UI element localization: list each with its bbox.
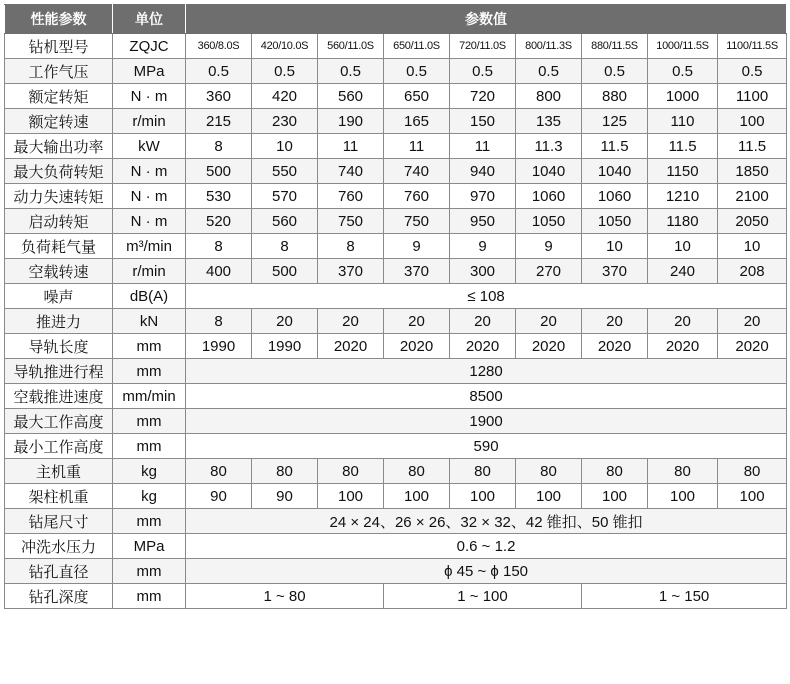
value-cell: 9	[516, 234, 582, 259]
value-cell: 1050	[582, 209, 648, 234]
param-name: 最大负荷转矩	[5, 159, 113, 184]
value-cell: 8	[252, 234, 318, 259]
value-cell: 100	[718, 484, 787, 509]
value-cell: 10	[252, 134, 318, 159]
value-cell: 240	[648, 259, 718, 284]
value-cell: 80	[186, 459, 252, 484]
value-cell: 560	[252, 209, 318, 234]
table-row	[5, 484, 787, 509]
param-name: 最大输出功率	[5, 134, 113, 159]
value-cell: 560	[318, 84, 384, 109]
param-name: 钻孔深度	[5, 584, 113, 609]
table-row	[5, 534, 787, 559]
value-cell: 1060	[582, 184, 648, 209]
param-name: 启动转矩	[5, 209, 113, 234]
value-cell: 80	[252, 459, 318, 484]
value-cell: 300	[450, 259, 516, 284]
param-unit: kg	[113, 484, 186, 509]
value-cell: 1990	[186, 334, 252, 359]
param-unit: ZQJC	[113, 34, 186, 59]
value-cell: 370	[582, 259, 648, 284]
value-cell: 750	[384, 209, 450, 234]
value-cell: 0.5	[648, 59, 718, 84]
param-name: 负荷耗气量	[5, 234, 113, 259]
value-cell: 190	[318, 109, 384, 134]
table-row	[5, 134, 787, 159]
value-cell: 20	[718, 309, 787, 334]
value-cell: 11.3	[516, 134, 582, 159]
value-cell: 20	[252, 309, 318, 334]
value-cell: 80	[648, 459, 718, 484]
spec-body	[5, 34, 787, 609]
value-cell: 208	[718, 259, 787, 284]
param-name: 额定转速	[5, 109, 113, 134]
param-name: 钻尾尺寸	[5, 509, 113, 534]
param-name: 空载转速	[5, 259, 113, 284]
value-cell: 8	[318, 234, 384, 259]
value-cell: 10	[718, 234, 787, 259]
value-cell: 500	[252, 259, 318, 284]
param-name: 钻机型号	[5, 34, 113, 59]
value-cell: 8	[186, 134, 252, 159]
value-cell: 10	[582, 234, 648, 259]
value-cell: 1050	[516, 209, 582, 234]
merged-value-cell: 0.6 ~ 1.2	[186, 534, 787, 559]
param-name: 空载推进速度	[5, 384, 113, 409]
param-name: 钻孔直径	[5, 559, 113, 584]
spec-table	[4, 4, 787, 609]
param-unit: MPa	[113, 59, 186, 84]
value-cell: 100	[516, 484, 582, 509]
value-cell: 2020	[384, 334, 450, 359]
table-row	[5, 209, 787, 234]
group-value-cell: 1 ~ 100	[384, 584, 582, 609]
param-name: 推进力	[5, 309, 113, 334]
value-cell: 100	[582, 484, 648, 509]
merged-value-cell: 590	[186, 434, 787, 459]
param-unit: dB(A)	[113, 284, 186, 309]
value-cell: 1040	[516, 159, 582, 184]
value-cell: 90	[252, 484, 318, 509]
value-cell: 90	[186, 484, 252, 509]
value-cell: 1000/11.5S	[648, 34, 718, 59]
table-row	[5, 84, 787, 109]
value-cell: 9	[384, 234, 450, 259]
table-row	[5, 234, 787, 259]
value-cell: 2020	[516, 334, 582, 359]
value-cell: 400	[186, 259, 252, 284]
table-row	[5, 359, 787, 384]
value-cell: 80	[582, 459, 648, 484]
value-cell: 0.5	[186, 59, 252, 84]
param-unit: N · m	[113, 184, 186, 209]
value-cell: 800	[516, 84, 582, 109]
value-cell: 20	[450, 309, 516, 334]
header-values: 参数值	[186, 5, 787, 34]
table-row	[5, 159, 787, 184]
value-cell: 880/11.5S	[582, 34, 648, 59]
value-cell: 0.5	[384, 59, 450, 84]
table-row	[5, 509, 787, 534]
table-row	[5, 59, 787, 84]
value-cell: 560/11.0S	[318, 34, 384, 59]
value-cell: 165	[384, 109, 450, 134]
value-cell: 1100/11.5S	[718, 34, 787, 59]
param-name: 噪声	[5, 284, 113, 309]
value-cell: 80	[450, 459, 516, 484]
value-cell: 2020	[318, 334, 384, 359]
value-cell: 650	[384, 84, 450, 109]
value-cell: 0.5	[516, 59, 582, 84]
param-unit: N · m	[113, 84, 186, 109]
param-name: 额定转矩	[5, 84, 113, 109]
value-cell: 2050	[718, 209, 787, 234]
param-unit: kW	[113, 134, 186, 159]
value-cell: 215	[186, 109, 252, 134]
table-row	[5, 434, 787, 459]
value-cell: 360/8.0S	[186, 34, 252, 59]
table-row	[5, 459, 787, 484]
param-unit: mm	[113, 559, 186, 584]
value-cell: 760	[318, 184, 384, 209]
value-cell: 950	[450, 209, 516, 234]
spec-table-wrapper	[4, 4, 787, 609]
param-unit: MPa	[113, 534, 186, 559]
value-cell: 0.5	[450, 59, 516, 84]
table-row	[5, 34, 787, 59]
value-cell: 720/11.0S	[450, 34, 516, 59]
value-cell: 11.5	[648, 134, 718, 159]
table-row	[5, 259, 787, 284]
value-cell: 8	[186, 309, 252, 334]
param-unit: mm/min	[113, 384, 186, 409]
value-cell: 135	[516, 109, 582, 134]
value-cell: 370	[318, 259, 384, 284]
value-cell: 80	[718, 459, 787, 484]
value-cell: 125	[582, 109, 648, 134]
value-cell: 11.5	[582, 134, 648, 159]
value-cell: 80	[318, 459, 384, 484]
value-cell: 420	[252, 84, 318, 109]
value-cell: 270	[516, 259, 582, 284]
param-name: 最小工作高度	[5, 434, 113, 459]
value-cell: 1850	[718, 159, 787, 184]
value-cell: 100	[450, 484, 516, 509]
param-unit: mm	[113, 409, 186, 434]
value-cell: 2020	[582, 334, 648, 359]
value-cell: 1210	[648, 184, 718, 209]
value-cell: 970	[450, 184, 516, 209]
value-cell: 10	[648, 234, 718, 259]
value-cell: 800/11.3S	[516, 34, 582, 59]
table-row	[5, 409, 787, 434]
value-cell: 520	[186, 209, 252, 234]
merged-value-cell: ϕ 45 ~ ϕ 150	[186, 559, 787, 584]
param-unit: mm	[113, 509, 186, 534]
table-row	[5, 384, 787, 409]
param-unit: mm	[113, 434, 186, 459]
value-cell: 0.5	[252, 59, 318, 84]
value-cell: 1060	[516, 184, 582, 209]
value-cell: 760	[384, 184, 450, 209]
merged-value-cell: 1280	[186, 359, 787, 384]
value-cell: 2020	[450, 334, 516, 359]
value-cell: 1180	[648, 209, 718, 234]
value-cell: 1040	[582, 159, 648, 184]
header-unit: 单位	[113, 5, 186, 34]
param-name: 工作气压	[5, 59, 113, 84]
value-cell: 11	[450, 134, 516, 159]
param-name: 冲洗水压力	[5, 534, 113, 559]
value-cell: 20	[516, 309, 582, 334]
value-cell: 2100	[718, 184, 787, 209]
value-cell: 100	[318, 484, 384, 509]
value-cell: 1990	[252, 334, 318, 359]
value-cell: 80	[516, 459, 582, 484]
value-cell: 11	[318, 134, 384, 159]
param-name: 导轨推进行程	[5, 359, 113, 384]
param-unit: mm	[113, 584, 186, 609]
value-cell: 940	[450, 159, 516, 184]
value-cell: 740	[384, 159, 450, 184]
param-unit: m³/min	[113, 234, 186, 259]
value-cell: 8	[186, 234, 252, 259]
value-cell: 80	[384, 459, 450, 484]
value-cell: 2020	[718, 334, 787, 359]
header-param: 性能参数	[5, 5, 113, 34]
value-cell: 650/11.0S	[384, 34, 450, 59]
param-unit: N · m	[113, 159, 186, 184]
merged-value-cell: 1900	[186, 409, 787, 434]
param-unit: kg	[113, 459, 186, 484]
merged-value-cell: 24 × 24、26 × 26、32 × 32、42 锥扣、50 锥扣	[186, 509, 787, 534]
value-cell: 0.5	[718, 59, 787, 84]
value-cell: 500	[186, 159, 252, 184]
value-cell: 20	[582, 309, 648, 334]
param-unit: N · m	[113, 209, 186, 234]
value-cell: 0.5	[318, 59, 384, 84]
table-row	[5, 559, 787, 584]
param-name: 动力失速转矩	[5, 184, 113, 209]
table-row	[5, 584, 787, 609]
value-cell: 880	[582, 84, 648, 109]
value-cell: 20	[318, 309, 384, 334]
value-cell: 360	[186, 84, 252, 109]
param-name: 主机重	[5, 459, 113, 484]
value-cell: 9	[450, 234, 516, 259]
param-name: 最大工作高度	[5, 409, 113, 434]
group-value-cell: 1 ~ 80	[186, 584, 384, 609]
param-unit: r/min	[113, 259, 186, 284]
value-cell: 420/10.0S	[252, 34, 318, 59]
value-cell: 100	[648, 484, 718, 509]
header-row	[5, 5, 787, 34]
value-cell: 20	[384, 309, 450, 334]
value-cell: 11.5	[718, 134, 787, 159]
param-name: 导轨长度	[5, 334, 113, 359]
value-cell: 100	[384, 484, 450, 509]
table-row	[5, 309, 787, 334]
param-unit: mm	[113, 334, 186, 359]
param-unit: kN	[113, 309, 186, 334]
merged-value-cell: 8500	[186, 384, 787, 409]
value-cell: 720	[450, 84, 516, 109]
param-name: 架柱机重	[5, 484, 113, 509]
group-value-cell: 1 ~ 150	[582, 584, 787, 609]
value-cell: 570	[252, 184, 318, 209]
value-cell: 550	[252, 159, 318, 184]
param-unit: mm	[113, 359, 186, 384]
value-cell: 530	[186, 184, 252, 209]
value-cell: 11	[384, 134, 450, 159]
value-cell: 740	[318, 159, 384, 184]
table-row	[5, 334, 787, 359]
table-row	[5, 284, 787, 309]
value-cell: 2020	[648, 334, 718, 359]
table-row	[5, 109, 787, 134]
value-cell: 1150	[648, 159, 718, 184]
value-cell: 230	[252, 109, 318, 134]
value-cell: 100	[718, 109, 787, 134]
param-unit: r/min	[113, 109, 186, 134]
value-cell: 150	[450, 109, 516, 134]
value-cell: 750	[318, 209, 384, 234]
value-cell: 1000	[648, 84, 718, 109]
value-cell: 1100	[718, 84, 787, 109]
value-cell: 370	[384, 259, 450, 284]
value-cell: 20	[648, 309, 718, 334]
merged-value-cell: ≤ 108	[186, 284, 787, 309]
value-cell: 110	[648, 109, 718, 134]
value-cell: 0.5	[582, 59, 648, 84]
table-row	[5, 184, 787, 209]
